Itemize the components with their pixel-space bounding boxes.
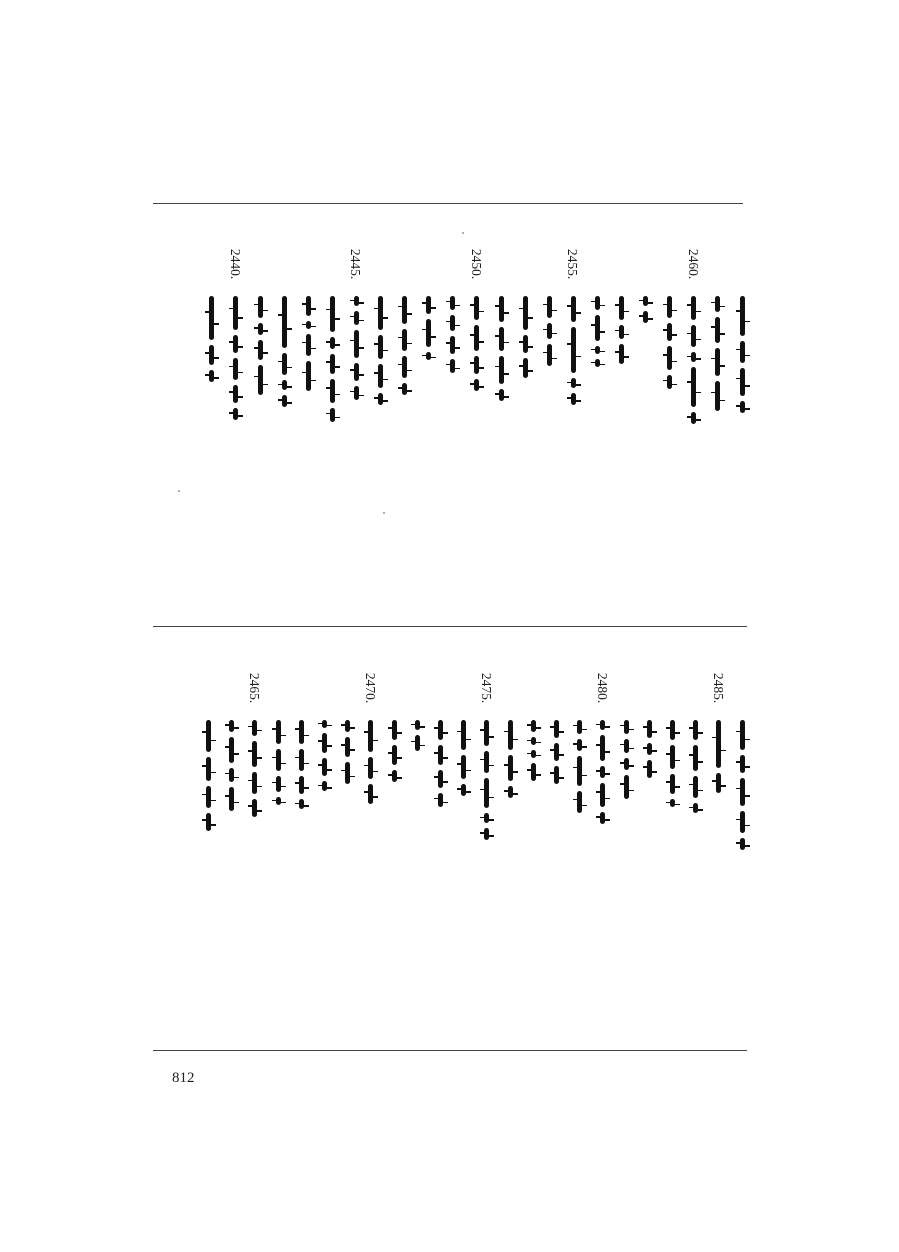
verse-number [568,662,590,714]
script-word [282,353,287,375]
mongolian-script-line [318,296,346,427]
verse-number [405,662,427,714]
script-word [282,380,287,390]
verse-number [289,662,311,714]
script-word [715,296,720,312]
script-word [415,720,420,730]
script-word [740,838,745,850]
script-word [299,720,304,744]
script-word [322,733,327,753]
script-word [716,720,721,768]
script-word [368,720,373,752]
script-word [547,323,552,339]
script-word [330,296,335,332]
script-word [282,395,287,407]
verse-number-label: 2440. [227,248,243,280]
script-word [670,745,675,769]
script-word [474,325,479,351]
script-word [354,296,359,306]
verse-number [561,238,583,290]
script-word [643,296,648,306]
script-word [715,381,720,411]
script-word [233,385,238,403]
verse-number [513,238,535,290]
script-word [461,720,466,750]
script-word [693,745,698,771]
script-word [691,325,696,347]
script-word [233,335,238,353]
script-word [600,720,605,730]
mongolian-script-line [535,296,563,371]
script-word [252,741,257,767]
mongolian-script-line [198,296,226,387]
mongolian-script-line [342,296,370,405]
script-word [499,389,504,401]
script-word [484,828,489,840]
script-word [206,757,211,781]
script-word [484,720,489,746]
script-word [484,813,489,823]
script-word [299,799,304,809]
mongolian-script-line [367,296,395,410]
script-word [229,787,234,811]
verse-number [200,238,222,290]
script-word [368,784,373,804]
verse-number [660,662,682,714]
script-word [571,378,576,388]
script-word [484,751,489,773]
script-word [691,352,696,362]
middle-divider-rule [153,626,747,627]
script-word [740,368,745,396]
script-word [461,755,466,779]
scan-speck [462,232,464,234]
script-word [206,720,211,752]
script-word [577,720,582,734]
verse-number [637,662,659,714]
script-word [450,336,455,354]
script-word [426,296,431,314]
mongolian-script-line [511,296,539,383]
script-word [554,766,559,784]
verse-number [272,238,294,290]
script-word [392,720,397,740]
script-word [426,352,431,360]
script-word [354,386,359,400]
verse-number [730,238,752,290]
mongolian-script-line [415,296,443,365]
mongolian-script-line [294,296,322,396]
script-word [619,296,624,320]
verse-number [498,662,520,714]
script-word [276,797,281,805]
script-word [619,344,624,364]
mongolian-script-line [656,296,684,394]
verse-number [248,238,270,290]
script-word [306,334,311,356]
script-word [209,370,214,382]
verse-number [614,662,636,714]
verse-number [707,662,729,714]
script-word [595,315,600,341]
verse-number [359,662,381,714]
script-word [740,720,745,750]
script-word [330,408,335,422]
script-word [595,359,600,367]
script-word [229,768,234,782]
script-word [624,775,629,799]
script-word [670,799,675,807]
script-word [647,720,652,738]
verse-number [591,662,613,714]
script-word [691,412,696,424]
script-word [330,379,335,403]
script-word [415,735,420,751]
mongolian-script-line [728,296,756,418]
script-word [571,327,576,373]
script-word [282,296,287,348]
verse-number [196,662,218,714]
script-word [740,778,745,806]
script-word [258,340,263,360]
script-word [595,346,600,354]
script-word [691,367,696,407]
verse-number-label: 2470. [362,672,378,704]
script-word [252,799,257,817]
script-word [438,793,443,807]
page-number: 812 [172,1070,195,1086]
mongolian-script-line [246,296,274,400]
script-word [693,803,698,813]
script-word [258,365,263,395]
script-word [392,770,397,782]
script-word [258,296,263,318]
script-word [233,358,238,380]
script-word [233,296,238,330]
script-word [499,356,504,384]
verse-number [296,238,318,290]
mongolian-script-line [439,296,467,378]
script-word [667,296,672,318]
script-word [276,776,281,792]
script-word [299,776,304,794]
script-word [322,758,327,776]
bottom-divider-rule [153,1050,747,1051]
verse-number [369,238,391,290]
script-word [402,329,407,351]
script-word [402,356,407,378]
script-word [600,783,605,807]
script-word [378,393,383,405]
verse-number [441,238,463,290]
script-word [547,344,552,366]
script-word [461,784,466,796]
script-word [508,755,513,781]
top-divider-rule [153,203,743,204]
verse-number [658,238,680,290]
verse-number-label: 2485. [710,672,726,704]
verse-number [266,662,288,714]
script-word [258,323,263,335]
script-word [229,737,234,763]
verse-number-label: 2480. [594,672,610,704]
verse-number-label: 2445. [348,248,364,280]
script-word [716,773,721,793]
script-word [474,379,479,391]
verse-number [393,238,415,290]
verse-number [465,238,487,290]
mongolian-script-line [704,296,732,416]
script-word [577,739,582,751]
script-word [299,749,304,771]
script-word [667,323,672,341]
script-word [571,296,576,322]
script-word [740,296,745,336]
mongolian-script-line [270,296,298,412]
verse-number [521,662,543,714]
script-word [368,757,373,779]
script-word [345,720,350,732]
script-word [499,296,504,322]
script-word [378,296,383,330]
verse-number [428,662,450,714]
mongolian-script-line [487,296,515,406]
verse-number [220,662,242,714]
script-word [392,745,397,765]
script-word [306,296,311,316]
mongolian-script-line [222,296,250,425]
script-word [577,791,582,813]
script-word [600,766,605,778]
verse-number [475,662,497,714]
mongolian-script-line [583,296,611,372]
verse-number [417,238,439,290]
script-word [330,337,335,349]
verse-number [243,662,265,714]
script-word [474,356,479,374]
verse-number [585,238,607,290]
verse-number [537,238,559,290]
script-word [647,743,652,755]
script-word [624,758,629,770]
verse-number [489,238,511,290]
script-word [715,348,720,376]
script-word [670,774,675,794]
verse-number-label: 2460. [685,248,701,280]
script-word [206,813,211,831]
script-word [322,781,327,791]
script-word [740,755,745,773]
script-word [554,720,559,738]
verse-number [452,662,474,714]
script-word [233,408,238,420]
verse-number-label: 2465. [246,672,262,704]
verse-number-label: 2450. [468,248,484,280]
script-word [209,296,214,340]
script-word [571,393,576,405]
script-word [619,325,624,339]
script-word [322,720,327,728]
mongolian-script-line [559,296,587,410]
script-word [354,363,359,381]
script-word [206,786,211,808]
verse-number [730,662,752,714]
script-word [531,737,536,745]
script-word [484,778,489,808]
script-word [426,319,431,347]
script-word [330,354,335,374]
script-word [474,296,479,320]
script-word [276,720,281,744]
script-word [450,359,455,373]
script-word [740,811,745,833]
verse-number [706,238,728,290]
script-word [670,720,675,740]
script-word [345,737,350,757]
mongolian-script-line [463,296,491,396]
script-word [508,720,513,750]
script-word [667,375,672,389]
script-word [624,720,629,734]
script-word [523,358,528,378]
script-word [600,812,605,824]
script-word [402,383,407,395]
script-word [624,739,629,753]
script-word [531,720,536,732]
script-word [438,770,443,788]
script-word [577,756,582,786]
script-word [306,361,311,391]
script-word [600,735,605,761]
verse-number [224,238,246,290]
script-word [402,296,407,324]
scan-speck [178,490,180,492]
script-word [693,776,698,798]
verse-number [320,238,342,290]
mongolian-script-line [194,720,222,836]
script-word [523,296,528,330]
verse-number-label: 2475. [478,672,494,704]
script-word [531,763,536,781]
scan-speck [383,512,385,514]
verse-number [344,238,366,290]
script-word [547,296,552,318]
script-word [378,335,383,359]
mongolian-script-line [608,296,636,369]
mongolian-script-line [391,296,419,400]
script-word [354,330,359,358]
script-word [667,346,672,370]
script-word [691,296,696,320]
verse-number [634,238,656,290]
verse-number [544,662,566,714]
script-word [499,327,504,351]
verse-number [684,662,706,714]
verse-number [382,662,404,714]
script-word [693,720,698,740]
script-word [209,345,214,365]
script-word [450,315,455,331]
script-word [276,749,281,771]
script-word [306,321,311,329]
script-word [740,401,745,413]
script-word [252,720,257,736]
script-word [229,720,234,732]
script-word [740,341,745,363]
verse-number [682,238,704,290]
script-word [354,311,359,325]
verse-number [312,662,334,714]
mongolian-script-line [632,296,660,328]
script-word [345,762,350,784]
script-word [438,745,443,765]
verse-number-label: 2455. [565,248,581,280]
verse-number [610,238,632,290]
script-word [523,335,528,353]
script-word [531,750,536,758]
script-word [647,760,652,778]
script-word [508,786,513,798]
mongolian-script-line [680,296,708,429]
script-word [378,364,383,388]
script-word [450,296,455,310]
verse-number [336,662,358,714]
script-word [252,772,257,794]
script-word [438,720,443,740]
script-word [554,743,559,761]
script-word [595,296,600,310]
script-word [643,311,648,323]
script-word [715,317,720,343]
